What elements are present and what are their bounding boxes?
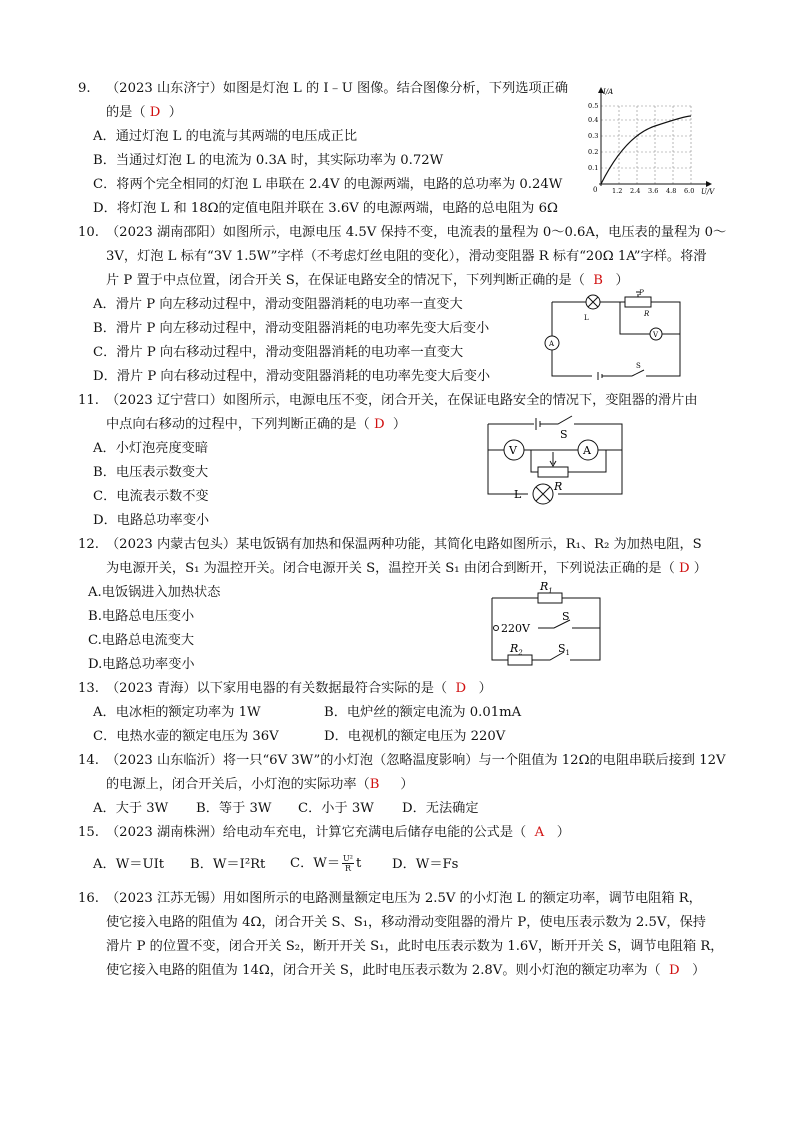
- r2-label: $R_2$: [510, 642, 523, 657]
- question-stem: （2023 湖南邵阳）如图所示，电源电压 4.5V 保持不变，电流表的量程为 0～0.6A，电压表的量程为 0～: [106, 225, 727, 240]
- option-c: C．小于 3W: [298, 801, 374, 816]
- question-stem: （2023 江苏无锡）用如图所示的电路测量额定电压为 2.5V 的小灯泡 L 的额定功率，调节电阻箱 R，: [106, 891, 702, 906]
- y-tick: 0.3: [588, 132, 599, 140]
- x-tick: 6.0: [684, 187, 695, 195]
- option-b: B．电压表示数变大: [93, 465, 209, 480]
- question-stem-line2: 使它接入电路的阻值为 4Ω，闭合开关 S、S₁，移动滑动变阻器的滑片 P，使电压表示数为 2.5V，保持: [106, 915, 706, 930]
- option-c: C．W＝ $\frac{\text{U²}}{R}$ t: [290, 854, 362, 873]
- answer-mark: D: [373, 417, 385, 432]
- question-number: 15.: [78, 825, 99, 840]
- source-voltage-label: 220V: [501, 622, 530, 635]
- option-d: D．W＝Fs: [392, 857, 459, 872]
- option-b: B．当通过灯泡 L 的电流为 0.3A 时，其实际功率为 0.72W: [93, 153, 444, 168]
- y-tick: 0.1: [588, 164, 599, 172]
- y-tick: 0.2: [588, 148, 599, 156]
- x-tick: 3.6: [648, 187, 659, 195]
- slider-label: P: [639, 289, 644, 297]
- question-stem: （2023 山东临沂）将一只“6V 3W”的小灯泡（忽略温度影响）与一个阻值为 12Ω的电阻串联后接到 12V: [106, 753, 726, 768]
- question-stem-line2: 的是（ D ）: [106, 105, 182, 120]
- option-a: A．大于 3W: [93, 801, 169, 816]
- rheostat-label: R: [644, 310, 650, 318]
- lamp-label: L: [584, 314, 589, 322]
- fraction: $\frac{\text{U²}}{R}$: [343, 854, 353, 873]
- option-d: D．电路总功率变小: [93, 513, 210, 528]
- switch-label: S: [562, 610, 570, 623]
- question-stem-line3: 滑片 P 的位置不变，闭合开关 S₂，断开开关 S₁，此时电压表示数为 1.6V，断开开关 S，调节电阻箱 R，: [106, 939, 724, 954]
- option-c: C．电流表示数不变: [93, 489, 209, 504]
- answer-mark: D: [149, 105, 161, 120]
- answer-mark: A: [534, 825, 545, 840]
- option-b: B.电路总电压变小: [88, 609, 195, 624]
- option-a: A．W＝UIt: [93, 857, 165, 872]
- option-b: B．W＝I²Rt: [190, 857, 266, 872]
- option-d: D．无法确定: [402, 801, 479, 816]
- question-number: 14.: [78, 753, 99, 768]
- option-c: C．电热水壶的额定电压为 36V: [93, 729, 279, 744]
- option-a: A．电冰柜的额定功率为 1W: [93, 705, 261, 720]
- option-c: C．滑片 P 向右移动过程中，滑动变阻器消耗的电功率一直变大: [93, 345, 464, 360]
- voltmeter-label: V: [509, 444, 517, 457]
- option-d: D．电视机的额定电压为 220V: [324, 729, 506, 744]
- voltmeter-label: V: [653, 331, 659, 339]
- iu-graph: [585, 86, 725, 198]
- option-a: A．小灯泡亮度变暗: [93, 441, 209, 456]
- option-d: D．将灯泡 L 和 18Ω的定值电阻并联在 3.6V 的电源两端，电路的总电阻为 6Ω: [93, 201, 558, 216]
- y-axis-label: I/A: [603, 88, 614, 96]
- question-stem: （2023 青海）以下家用电器的有关数据最符合实际的是（ D ）: [106, 681, 492, 696]
- x-axis-label: U/V: [701, 188, 715, 196]
- answer-mark: B: [369, 777, 380, 792]
- rheostat-label: R: [554, 480, 563, 493]
- r1-label: $R_1$: [540, 580, 553, 595]
- option-a: A．滑片 P 向左移动过程中，滑动变阻器消耗的电功率一直变大: [93, 297, 463, 312]
- answer-mark: B: [593, 273, 603, 288]
- question-stem: （2023 辽宁营口）如图所示，电源电压不变，闭合开关，在保证电路安全的情况下，变阻器的滑片由: [106, 393, 698, 408]
- answer-mark: D: [455, 681, 467, 696]
- question-stem-line2: 为电源开关，S₁ 为温控开关。闭合电源开关 S，温控开关 S₁ 由闭合到断开，下列说法正确的是（ D ）: [106, 561, 707, 576]
- iu-curve: [601, 116, 691, 184]
- y-tick: 0.4: [588, 116, 599, 124]
- question-stem-line2: 3V，灯泡 L 标有“3V 1.5W”字样（不考虑灯丝电阻的变化），滑动变阻器 R 标有“20Ω 1A”字样。将滑: [106, 249, 707, 264]
- question-number: 11.: [78, 393, 99, 408]
- circuit-diagram-11: [486, 412, 626, 500]
- answer-mark: D: [668, 963, 680, 978]
- option-a: A．通过灯泡 L 的电流与其两端的电压成正比: [93, 129, 358, 144]
- answer-mark: D: [678, 561, 690, 576]
- question-stem-line4: 使它接入电路的阻值为 14Ω，闭合开关 S，此时电压表示数为 2.8V。则小灯泡的额定功率为（ D ）: [106, 963, 706, 978]
- question-number: 10.: [78, 225, 99, 240]
- x-tick: 1.2: [612, 187, 623, 195]
- question-stem: （2023 湖南株洲）给电动车充电，计算它充满电后储存电能的公式是（ A ）: [106, 825, 570, 840]
- x-tick: 4.8: [666, 187, 677, 195]
- question-stem: （2023 山东济宁）如图是灯泡 L 的 I﹣U 图像。结合图像分析，下列选项正确: [106, 81, 569, 96]
- circuit-diagram-12: [488, 580, 608, 668]
- question-number: 16.: [78, 891, 99, 906]
- question-number: 12.: [78, 537, 99, 552]
- option-c: C.电路总电流变大: [88, 633, 195, 648]
- switch-label: S: [560, 428, 568, 441]
- question-stem-line2: 中点向右移动的过程中，下列判断正确的是（ D ）: [106, 417, 407, 432]
- ammeter-label: A: [549, 340, 555, 348]
- origin-label: 0: [593, 186, 598, 194]
- x-tick: 2.4: [630, 187, 641, 195]
- option-b: B．等于 3W: [196, 801, 272, 816]
- question-stem: （2023 内蒙古包头）某电饭锅有加热和保温两种功能，其简化电路如图所示，R₁、R₂ 为加热电阻，S: [106, 537, 702, 552]
- option-b: B．电炉丝的额定电流为 0.01mA: [324, 705, 522, 720]
- option-d: D.电路总功率变小: [88, 657, 195, 672]
- option-d: D．滑片 P 向右移动过程中，滑动变阻器消耗的电功率先变大后变小: [93, 369, 491, 384]
- option-a: A.电饭锅进入加热状态: [88, 585, 221, 600]
- s1-label: $S_1$: [558, 642, 571, 657]
- switch-label: S: [636, 362, 641, 370]
- lamp-label: L: [514, 488, 522, 501]
- circuit-diagram-10: [540, 290, 690, 382]
- question-number: 13.: [78, 681, 99, 696]
- question-stem-line3: 片 P 置于中点位置，闭合开关 S，在保证电路安全的情况下，下列判断正确的是（ B ）: [106, 273, 629, 288]
- ammeter-label: A: [583, 444, 591, 457]
- option-c: C．将两个完全相同的灯泡 L 串联在 2.4V 的电源两端，电路的总功率为 0.24W: [93, 177, 563, 192]
- question-number: 9.: [78, 81, 91, 96]
- option-b: B．滑片 P 向左移动过程中，滑动变阻器消耗的电功率先变大后变小: [93, 321, 490, 336]
- y-tick: 0.5: [588, 102, 599, 110]
- question-stem-line2: 的电源上，闭合开关后，小灯泡的实际功率（B ）: [106, 777, 414, 792]
